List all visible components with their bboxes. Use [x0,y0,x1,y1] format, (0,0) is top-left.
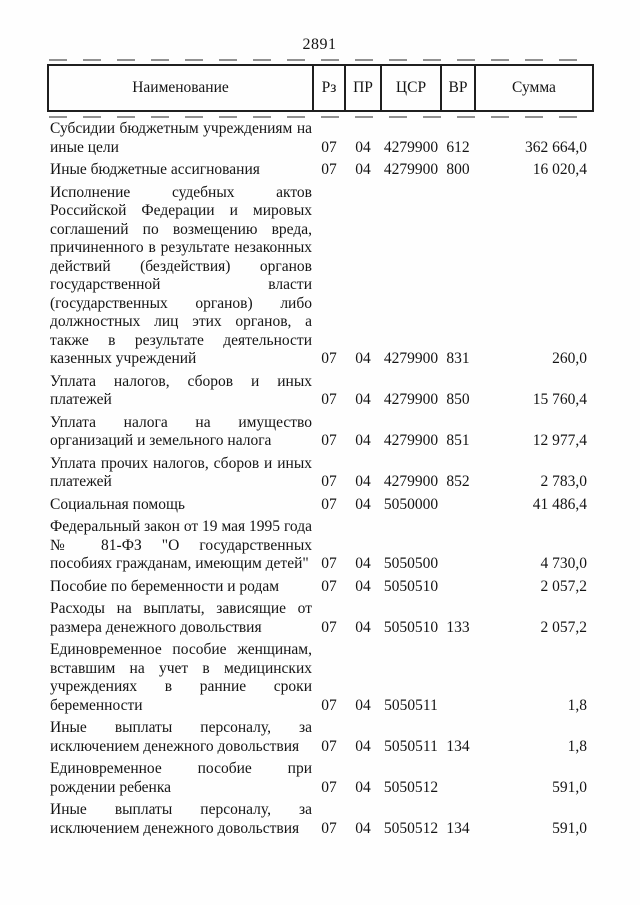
table-row [48,410,593,451]
cell-name: Иные выплаты персоналу, за исключением денежного довольствия [50,719,312,755]
cell-sum: 4 730,0 [540,555,587,572]
cell-csr: 5050510 [383,577,439,595]
table-row [48,756,593,797]
cell-name: Социальная помощь [50,495,185,513]
cell-vr [441,492,475,515]
cell-vr: 134 [446,737,470,755]
cell-name: Субсидии бюджетным учреждениям на иные цели [50,120,312,156]
cell-sum: 2 057,2 [540,618,587,636]
cell-pr: 04 [355,350,371,367]
cell-sum: 362 664,0 [525,138,587,156]
cell-name: Единовременное пособие при рождении ребенка [50,760,312,796]
cell-name: Единовременное пособие женщинам, вставшим на учет в медицинских учреждениях в ранние сроки беременности [50,641,312,714]
table-row [48,514,593,574]
table-row [48,492,593,515]
cell-vr: 852 [446,473,470,490]
page-number: 2891 [302,36,337,53]
cell-name: Уплата прочих налогов, сборов и иных платежей [50,454,312,490]
cell-csr: 5050512 [383,819,439,837]
cell-sum: 260,0 [552,350,587,367]
cell-sum: 2 783,0 [540,473,587,490]
cell-vr: 851 [446,432,470,449]
cell-vr [441,756,475,797]
cell-rz: 07 [321,696,337,714]
column-header-csr: ЦСР [381,65,441,111]
table-row [48,715,593,756]
cell-rz: 07 [321,161,337,178]
cell-rz: 07 [321,618,337,636]
cell-sum: 16 020,4 [532,161,587,178]
cell-pr: 04 [355,161,371,178]
cell-csr: 4279900 [383,161,439,178]
table-row [48,574,593,597]
cell-csr: 4279900 [383,350,439,367]
cell-csr: 5050000 [383,495,439,513]
table-row [48,157,593,180]
column-header-vr: ВР [441,65,475,111]
cell-pr: 04 [355,138,371,156]
cell-vr: 850 [446,391,470,408]
cell-vr: 800 [446,161,470,178]
cell-name: Расходы на выплаты, зависящие от размера денежного довольствия [50,600,312,636]
cell-csr: 5050511 [384,696,438,714]
cell-vr [441,574,475,597]
cell-rz: 07 [321,432,337,449]
cell-name: Уплата налогов, сборов и иных платежей [50,372,312,408]
cell-vr: 612 [446,138,470,156]
cell-sum: 12 977,4 [532,432,587,449]
cell-sum: 2 057,2 [540,577,587,595]
cell-rz: 07 [321,819,337,837]
cell-sum: 41 486,4 [532,495,587,513]
cell-csr: 5050512 [383,778,439,796]
cell-csr: 5050510 [383,618,439,636]
cell-csr: 4279900 [383,138,439,156]
column-header-name: Наименование [48,65,313,111]
cell-name: Федеральный закон от 19 мая 1995 года № 81-ФЗ "О государственных пособиях гражданам, имеющим детей" [50,518,312,572]
budget-table-container [47,64,592,838]
cell-name: Пособие по беременности и родам [50,577,280,595]
scan-artifact-line [49,59,590,61]
cell-rz: 07 [321,473,337,490]
cell-pr: 04 [355,819,371,837]
cell-csr: 5050500 [383,555,439,572]
cell-pr: 04 [355,618,371,636]
table-header [48,65,593,111]
cell-name: Иные бюджетные ассигнования [50,161,260,178]
cell-pr: 04 [355,555,371,572]
cell-pr: 04 [355,696,371,714]
cell-rz: 07 [321,391,337,408]
cell-pr: 04 [355,391,371,408]
cell-vr: 831 [446,350,470,367]
cell-rz: 07 [321,350,337,367]
cell-vr [441,514,475,574]
cell-rz: 07 [321,737,337,755]
cell-csr: 4279900 [383,391,439,408]
table-row [48,451,593,492]
table-row [48,596,593,637]
cell-csr: 5050511 [384,737,438,755]
cell-sum: 15 760,4 [532,391,587,408]
table-row [48,369,593,410]
cell-pr: 04 [355,473,371,490]
cell-vr [441,637,475,715]
cell-rz: 07 [321,577,337,595]
column-header-pr: ПР [345,65,381,111]
cell-vr: 134 [446,819,470,837]
budget-table [47,64,594,838]
cell-sum: 591,0 [552,778,587,796]
cell-csr: 4279900 [383,473,439,490]
table-row [48,111,593,157]
cell-rz: 07 [321,138,337,156]
cell-name: Иные выплаты персоналу, за исключением денежного довольствия [50,801,312,837]
cell-vr: 133 [446,618,470,636]
cell-pr: 04 [355,577,371,595]
cell-rz: 07 [321,555,337,572]
cell-rz: 07 [321,495,337,513]
table-body [48,111,593,838]
cell-pr: 04 [355,778,371,796]
cell-sum: 1,8 [567,696,587,714]
table-row [48,797,593,838]
cell-pr: 04 [355,737,371,755]
column-header-rz: Рз [313,65,345,111]
cell-name: Исполнение судебных актов Российской Федерации и мировых соглашений по возмещению вреда, причиненного в результате незаконных действий (бездействия) органов государственной власти (государственных органов) либо должностных лиц этих органов, а также в результате деятельности казенных учреждений [50,183,312,367]
cell-csr: 4279900 [383,432,439,449]
cell-sum: 591,0 [552,819,587,837]
column-header-sum: Сумма [475,65,593,111]
cell-pr: 04 [355,432,371,449]
cell-name: Уплата налога на имущество организаций и земельного налога [50,413,312,449]
cell-sum: 1,8 [567,737,587,755]
header-row [48,65,593,111]
table-row [48,637,593,715]
table-row [48,180,593,369]
cell-pr: 04 [355,495,371,513]
cell-rz: 07 [321,778,337,796]
